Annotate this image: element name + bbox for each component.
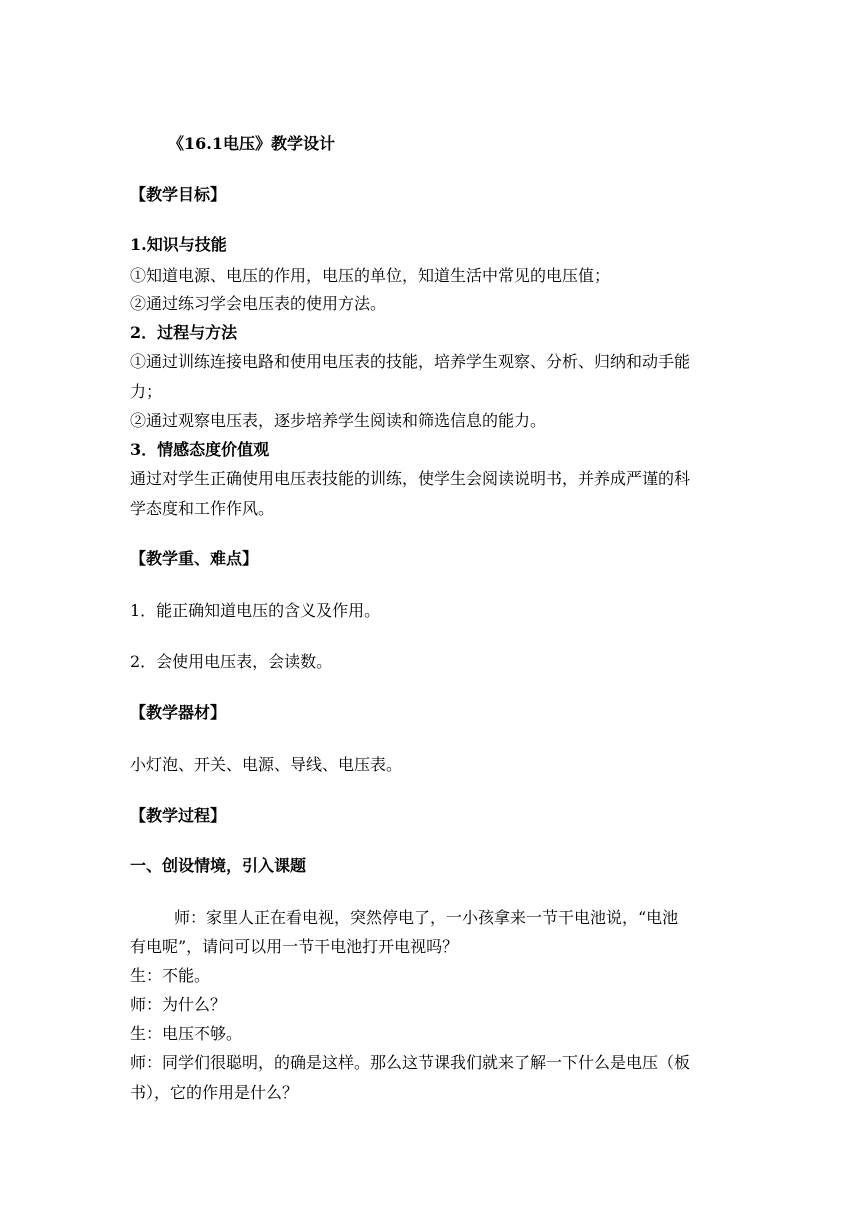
objectives-heading: 【教学目标】 [130, 185, 227, 204]
process-heading: 2．过程与方法 [130, 323, 238, 342]
dialogue-line: 师：同学们很聪明，的确是这样。那么这节课我们就来了解一下什么是电压（板 [130, 1053, 691, 1072]
dialogue-line: 师：家里人正在看电视，突然停电了，一小孩拿来一节干电池说，“电池 [174, 908, 679, 927]
attitude-line-1: 通过对学生正确使用电压表技能的训练，使学生会阅读说明书，并养成严谨的科 [130, 469, 691, 488]
dialogue-line: 师：为什么？ [130, 995, 227, 1014]
dialogue-line: 生：不能。 [130, 966, 211, 985]
knowledge-item: ①知道电源、电压的作用，电压的单位，知道生活中常见的电压值； [130, 266, 611, 285]
part1-heading: 一、创设情境，引入课题 [130, 856, 307, 875]
key-points-heading: 【教学重、难点】 [130, 549, 259, 568]
dialogue-line: 有电呢”，请问可以用一节干电池打开电视吗？ [130, 937, 459, 956]
attitude-line-2: 学态度和工作作风。 [130, 499, 275, 518]
process-item-1-line-1: ①通过训练连接电路和使用电压表的技能，培养学生观察、分析、归纳和动手能 [130, 352, 691, 371]
dialogue-line: 生：电压不够。 [130, 1024, 243, 1043]
equipment-text: 小灯泡、开关、电源、导线、电压表。 [130, 755, 403, 774]
knowledge-heading: 1.知识与技能 [130, 235, 227, 254]
document-title: 《16.1电压》教学设计 [168, 134, 335, 153]
knowledge-item: ②通过练习学会电压表的使用方法。 [130, 294, 387, 313]
equipment-heading: 【教学器材】 [130, 703, 227, 722]
procedure-heading: 【教学过程】 [130, 806, 227, 825]
process-item-1-line-2: 力； [130, 382, 163, 401]
dialogue-line: 书），它的作用是什么？ [130, 1083, 299, 1102]
key-point-item: 2．会使用电压表，会读数。 [130, 652, 333, 671]
key-point-item: 1．能正确知道电压的含义及作用。 [130, 601, 381, 620]
process-item-2: ②通过观察电压表，逐步培养学生阅读和筛选信息的能力。 [130, 411, 547, 430]
attitude-heading: 3．情感态度价值观 [130, 440, 270, 459]
